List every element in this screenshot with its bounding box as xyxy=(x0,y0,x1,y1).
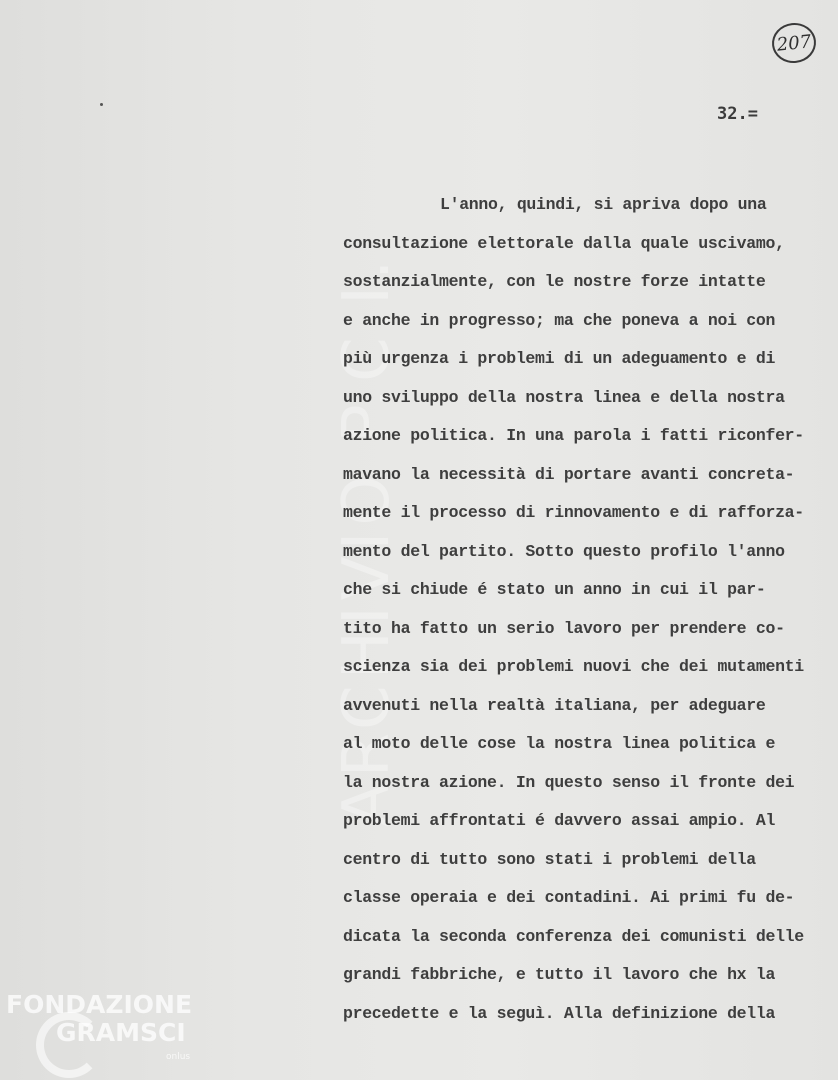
text-line: mavano la necessità di portare avanti concreta- xyxy=(343,464,795,484)
logo-line-2: GRAMSCI xyxy=(56,1018,186,1047)
text-line: più urgenza i problemi di un adeguamento e di xyxy=(343,349,776,368)
text-line: dicata la seconda conferenza dei comunisti delle xyxy=(343,926,804,946)
logo-line-1: FONDAZIONE xyxy=(6,990,193,1019)
text-line: scienza sia dei problemi nuovi che dei mutamenti xyxy=(343,657,804,676)
text-line: L'anno, quindi, si apriva dopo una xyxy=(440,195,767,214)
typewritten-body xyxy=(343,186,828,1033)
text-line: uno sviluppo della nostra linea e della nostra xyxy=(343,387,785,407)
paper-speck xyxy=(100,103,103,106)
page-number: 32.= xyxy=(717,104,758,124)
text-line: precedette e la seguì. Alla definizione della xyxy=(343,1003,776,1023)
text-line: consultazione elettorale dalla quale uscivamo, xyxy=(343,233,785,253)
text-line: mento del partito. Sotto questo profilo l'anno xyxy=(343,541,785,561)
text-line: classe operaia e dei contadini. Ai primi fu de- xyxy=(343,888,795,907)
text-line: la nostra azione. In questo senso il fronte dei xyxy=(343,772,795,792)
handwritten-page-annotation: 207 xyxy=(770,21,818,65)
archive-watermark: ARCHIVIO P.C.I. xyxy=(330,253,404,827)
text-line: grandi fabbriche, e tutto il lavoro che hx la xyxy=(343,965,776,984)
text-line: tito ha fatto un serio lavoro per prendere co- xyxy=(343,618,785,638)
text-line: avvenuti nella realtà italiana, per adeguare xyxy=(343,695,766,715)
text-line: e anche in progresso; ma che poneva a noi con xyxy=(343,310,776,330)
logo-line-3: onlus xyxy=(166,1052,191,1062)
text-line: sostanzialmente, con le nostre forze intatte xyxy=(343,272,766,291)
text-line: problemi affrontati é davvero assai ampio. Al xyxy=(343,811,776,830)
text-line: al moto delle cose la nostra linea politica e xyxy=(343,734,776,753)
text-line: azione politica. In una parola i fatti riconfer- xyxy=(343,426,804,445)
text-line: che si chiude é stato un anno in cui il par- xyxy=(343,580,766,599)
text-line: centro di tutto sono stati i problemi della xyxy=(343,849,756,869)
text-line: mente il processo di rinnovamento e di rafforza- xyxy=(343,503,804,522)
fondazione-gramsci-logo xyxy=(6,990,216,1074)
